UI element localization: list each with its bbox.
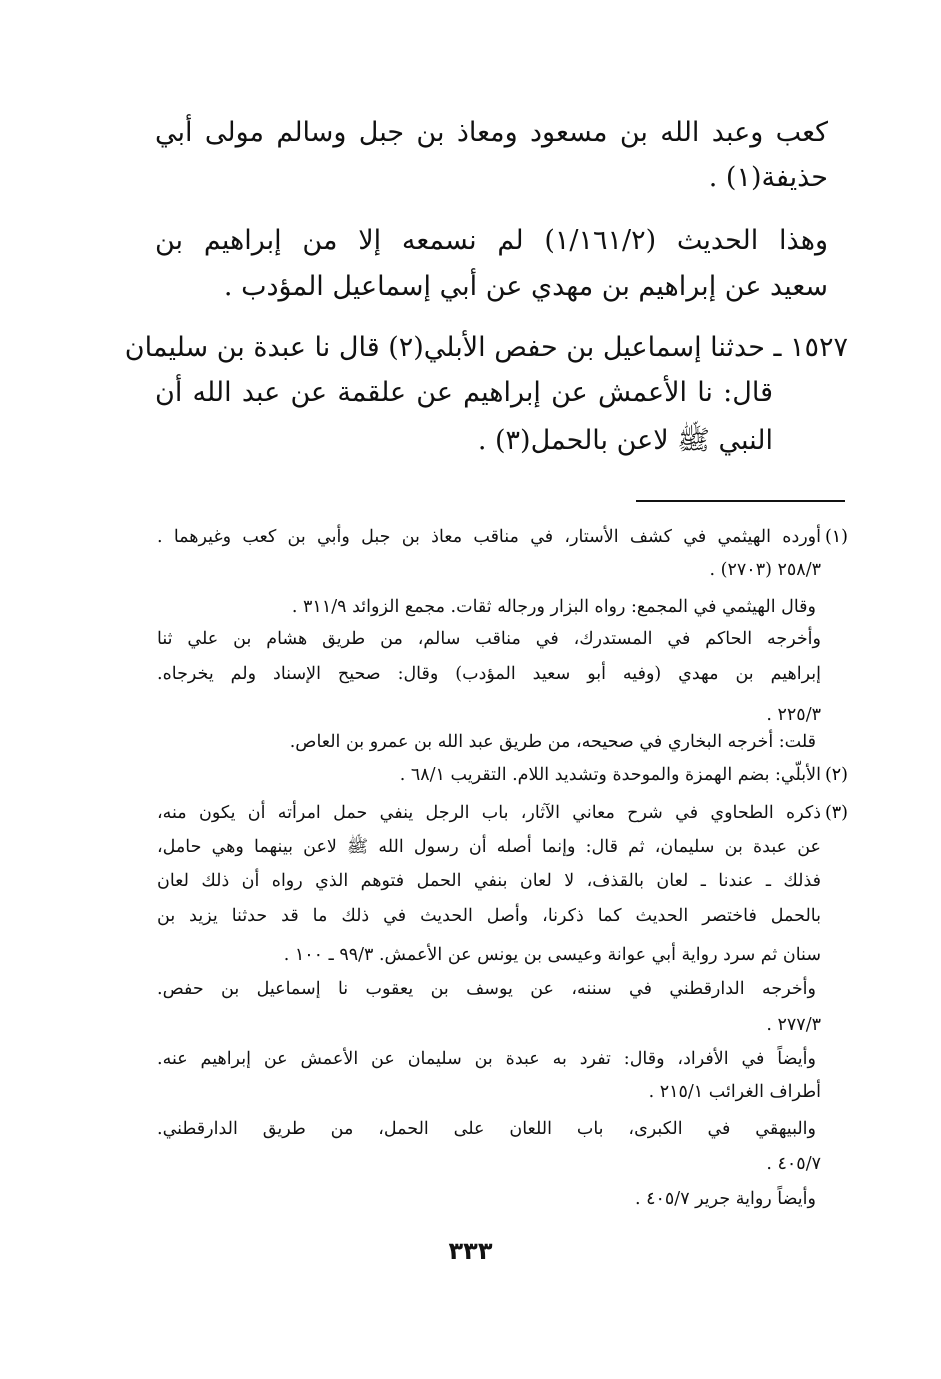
footnote-line: الأبلّي: بضم الهمزة والموحدة وتشديد اللام. التقريب ٦٨/١ . <box>399 765 821 785</box>
footnote-line: ٢٢٥/٣ . <box>766 705 821 725</box>
footnote-line: عن عبدة بن سليمان، ثم قال: وإنما أصله أن رسول الله ﷺ لاعن بينهما وهي حامل، <box>157 837 821 857</box>
footnote-line: بالحمل فاختصر الحديث كما ذكرنا، وأصل الحديث في ذلك ما قد حدثنا يزيد بن <box>157 906 821 926</box>
footnote-line: وأخرجه الدارقطني في سننه، عن يوسف بن يعقوب نا إسماعيل بن حفص. <box>157 979 816 999</box>
footnote-line: قلت: أخرجه البخاري في صحيحه، من طريق عبد الله بن عمرو بن العاص. <box>289 732 816 752</box>
page-number: ٣٣٣ <box>448 1237 493 1265</box>
main-text-line: سعيد عن إبراهيم بن مهدي عن أبي إسماعيل المؤدب . <box>223 271 828 302</box>
footnote-number-2: (٢) <box>824 765 848 785</box>
footnote-number-3: (٣) <box>824 803 848 823</box>
footnote-line: أورده الهيثمي في كشف الأستار، في مناقب معاذ بن جبل وأبي بن كعب وغيرهما . <box>157 527 821 547</box>
footnote-line: والبيهقي في الكبرى، باب اللعان على الحمل، من طريق الدارقطني. <box>157 1119 816 1139</box>
footnote-line: وأخرجه الحاكم في المستدرك، في مناقب سالم، من طريق هشام بن علي ثنا <box>157 629 821 649</box>
footnote-line: ٤٠٥/٧ . <box>766 1154 821 1174</box>
footnote-line: أطراف الغرائب ٢١٥/١ . <box>648 1082 821 1102</box>
main-text-line: النبي ﷺ لاعن بالحمل(٣) . <box>477 425 773 456</box>
footnote-line: ٢٥٨/٣ (٢٧٠٣) . <box>709 560 821 580</box>
footnote-line: فذلك ـ عندنا ـ لعان بالقذف، لا لعان بنفي الحمل فتوهم الذي رواه أن ذلك لعان <box>157 871 821 891</box>
footnote-divider <box>636 500 845 502</box>
footnote-line: ذكره الطحاوي في شرح معاني الآثار، باب الرجل ينفي حمل امرأته أن يكون منه، <box>157 803 821 823</box>
footnote-line: سنان ثم سرد رواية أبي عوانة وعيسى بن يونس عن الأعمش. ٩٩/٣ ـ ١٠٠ . <box>283 945 821 965</box>
footnote-line: وأيضاً في الأفراد، وقال: تفرد به عبدة بن سليمان عن الأعمش عن إبراهيم عنه. <box>157 1049 816 1069</box>
main-text-line: حذيفة(١) . <box>708 162 828 193</box>
footnote-line: وأيضاً رواية جرير ٤٠٥/٧ . <box>634 1189 816 1209</box>
main-text-line: قال: نا الأعمش عن إبراهيم عن علقمة عن عبد الله أن <box>155 377 773 408</box>
footnote-number-1: (١) <box>824 527 848 547</box>
footnote-line: ٢٧٧/٣ . <box>766 1015 821 1035</box>
main-text-line: وهذا الحديث (١/١٦١/٢) لم نسمعه إلا من إبراهيم بن <box>155 225 828 256</box>
footnote-line: وقال الهيثمي في المجمع: رواه البزار ورجاله ثقات. مجمع الزوائد ٣١١/٩ . <box>291 597 816 617</box>
main-text-line: كعب وعبد الله بن مسعود ومعاذ بن جبل وسالم مولى أبي <box>155 117 828 148</box>
hadith-1527-line: ١٥٢٧ ـ حدثنا إسماعيل بن حفص الأبلي(٢) قال نا عبدة بن سليمان <box>124 332 848 363</box>
footnote-line: إبراهيم بن مهدي (وفيه أبو سعيد المؤدب) وقال: صحيح الإسناد ولم يخرجاه. <box>157 664 821 684</box>
